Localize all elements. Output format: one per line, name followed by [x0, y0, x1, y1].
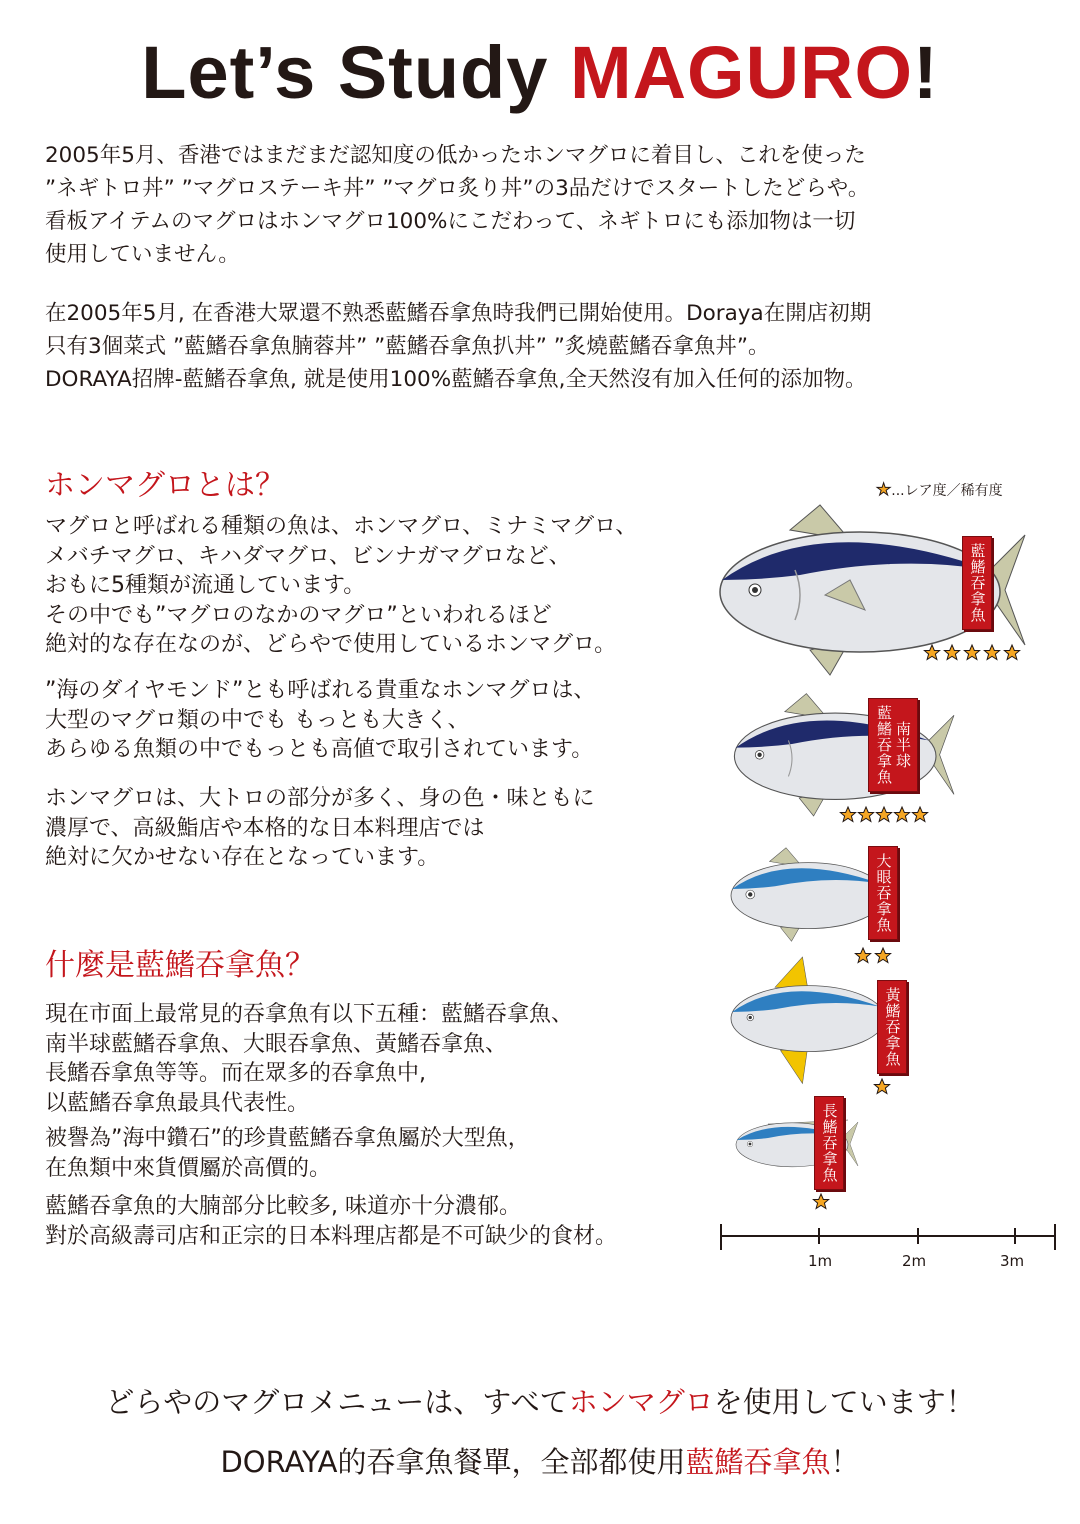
- text-line: 絶対的な存在なのが、どらやで使用しているホンマグロ。: [45, 632, 617, 657]
- star-icon: [912, 807, 927, 822]
- intro-jp-line: 使用していません。: [45, 242, 240, 267]
- text-line: おもに5種類が流通しています。: [45, 573, 366, 598]
- footer-highlight: 藍鰭吞拿魚: [685, 1445, 831, 1479]
- star-icon: [876, 807, 891, 822]
- intro-zh-line: 只有3個菜式 ”藍鰭吞拿魚腩蓉丼” ”藍鰭吞拿魚扒丼” ”炙燒藍鰭吞拿魚丼”。: [45, 334, 770, 359]
- star-icon: [840, 807, 855, 822]
- fish-tag-bluefin: 藍鰭吞拿魚: [962, 536, 992, 630]
- section-jp-p2: [45, 676, 595, 765]
- text-line: 以藍鰭吞拿魚最具代表性。: [45, 1090, 310, 1116]
- text-line: 長鰭吞拿魚等等。而在眾多的吞拿魚中,: [45, 1061, 426, 1086]
- star-icon: [874, 1079, 889, 1094]
- title-accent: MAGURO: [569, 31, 914, 114]
- title-end: !: [913, 31, 939, 114]
- text-line: あらゆる魚類の中でもっとも高値で取引されています。: [45, 737, 594, 762]
- fish-tag-albacore: 長鰭吞拿魚: [814, 1096, 844, 1190]
- text-line: 濃厚で、高級鮨店や本格的な日本料理店では: [45, 815, 485, 841]
- legend-text: ...レア度／稀有度: [891, 483, 1003, 499]
- text-line: 對於高級壽司店和正宗的日本料理店都是不可缺少的食材。: [45, 1223, 618, 1249]
- star-icon: [894, 807, 909, 822]
- star-icon: [1004, 645, 1019, 660]
- footer-highlight: ホンマグロ: [568, 1385, 714, 1419]
- intro-jp-line: 看板アイテムのマグロはホンマグロ100%にこだわって、ネギトロにも添加物は一切: [45, 209, 856, 234]
- scale-label-2m: 2m: [902, 1252, 927, 1270]
- star-icon: [813, 1194, 828, 1209]
- section-zh-heading: 什麼是藍鰭吞拿魚？: [45, 948, 315, 983]
- star-icon: [944, 645, 959, 660]
- intro-zh-line: DORAYA招牌-藍鰭吞拿魚, 就是使用100%藍鰭吞拿魚,全天然沒有加入任何的添加物。: [45, 367, 867, 392]
- star-icon: [855, 948, 870, 963]
- footer-line-jp: どらやのマグロメニューは、すべてホンマグロを使用しています！: [105, 1385, 975, 1419]
- text-line: メバチマグロ、キハダマグロ、ビンナガマグロなど、: [45, 543, 571, 569]
- star-icon: [964, 645, 979, 660]
- intro-jp: [45, 139, 869, 271]
- star-icon: [924, 645, 939, 660]
- text-line: その中でも”マグロのなかのマグロ”といわれるほど: [45, 602, 552, 628]
- text-line: 在魚類中來貨價屬於高價的。: [45, 1155, 332, 1181]
- fish-tag-southern-bluefin: 南半球 藍鰭吞拿魚: [868, 698, 918, 792]
- intro-jp-line: 2005年5月、香港ではまだまだ認知度の低かったホンマグロに着目し、これを使った: [45, 143, 866, 168]
- section-zh-p1: [45, 1000, 573, 1118]
- fish-yellowfin: [731, 957, 899, 1084]
- text-line: 現在市面上最常見的吞拿魚有以下五種：藍鰭吞拿魚、: [45, 1002, 574, 1027]
- star-icon: [858, 807, 873, 822]
- scale-label-1m: 1m: [808, 1252, 833, 1270]
- title-main: Let’s Study: [141, 31, 570, 114]
- star-icon: [875, 948, 890, 963]
- section-jp-heading: ホンマグロとは？: [45, 468, 285, 503]
- text-line: 藍鰭吞拿魚的大腩部分比較多, 味道亦十分濃郁。: [45, 1194, 521, 1219]
- intro-zh: [45, 297, 871, 396]
- fish-tag-bigeye: 大眼吞拿魚: [868, 846, 898, 940]
- section-zh-p2: [45, 1124, 530, 1183]
- star-icon: [984, 645, 999, 660]
- fish-southern-bluefin: [734, 694, 954, 816]
- fish-tag-yellowfin: 黃鰭吞拿魚: [877, 980, 907, 1074]
- section-jp-p1: [45, 512, 637, 660]
- text-line: マグロと呼ばれる種類の魚は、ホンマグロ、ミナミマグロ、: [45, 514, 638, 539]
- page-title: [0, 28, 1080, 118]
- scale-label-3m: 3m: [1000, 1252, 1025, 1270]
- intro-jp-line: ”ネギトロ丼” ”マグロステーキ丼” ”マグロ炙り丼”の3品だけでスタートしたどらや。: [45, 176, 870, 201]
- intro-zh-line: 在2005年5月, 在香港大眾還不熟悉藍鰭吞拿魚時我們已開始使用。Doraya在開店初期: [45, 301, 872, 326]
- text-line: 南半球藍鰭吞拿魚、大眼吞拿魚、黃鰭吞拿魚、: [45, 1031, 508, 1057]
- section-zh-p3: [45, 1192, 617, 1251]
- text-line: ホンマグロは、大トロの部分が多く、身の色・味ともに: [45, 786, 595, 811]
- rarity-legend: [876, 480, 1003, 501]
- footer-line-zh: DORAYA的吞拿魚餐單，全部都使用藍鰭吞拿魚！: [220, 1445, 860, 1479]
- text-line: ”海のダイヤモンド”とも呼ばれる貴重なホンマグロは、: [45, 678, 596, 703]
- text-line: 絶対に欠かせない存在となっています。: [45, 845, 440, 870]
- text-line: 被譽為”海中鑽石”的珍貴藍鰭吞拿魚屬於大型魚，: [45, 1126, 530, 1151]
- star-icon: ★: [876, 480, 892, 500]
- section-jp-p3: [45, 784, 595, 873]
- text-line: 大型のマグロ類の中でも もっとも大きく、: [45, 707, 470, 733]
